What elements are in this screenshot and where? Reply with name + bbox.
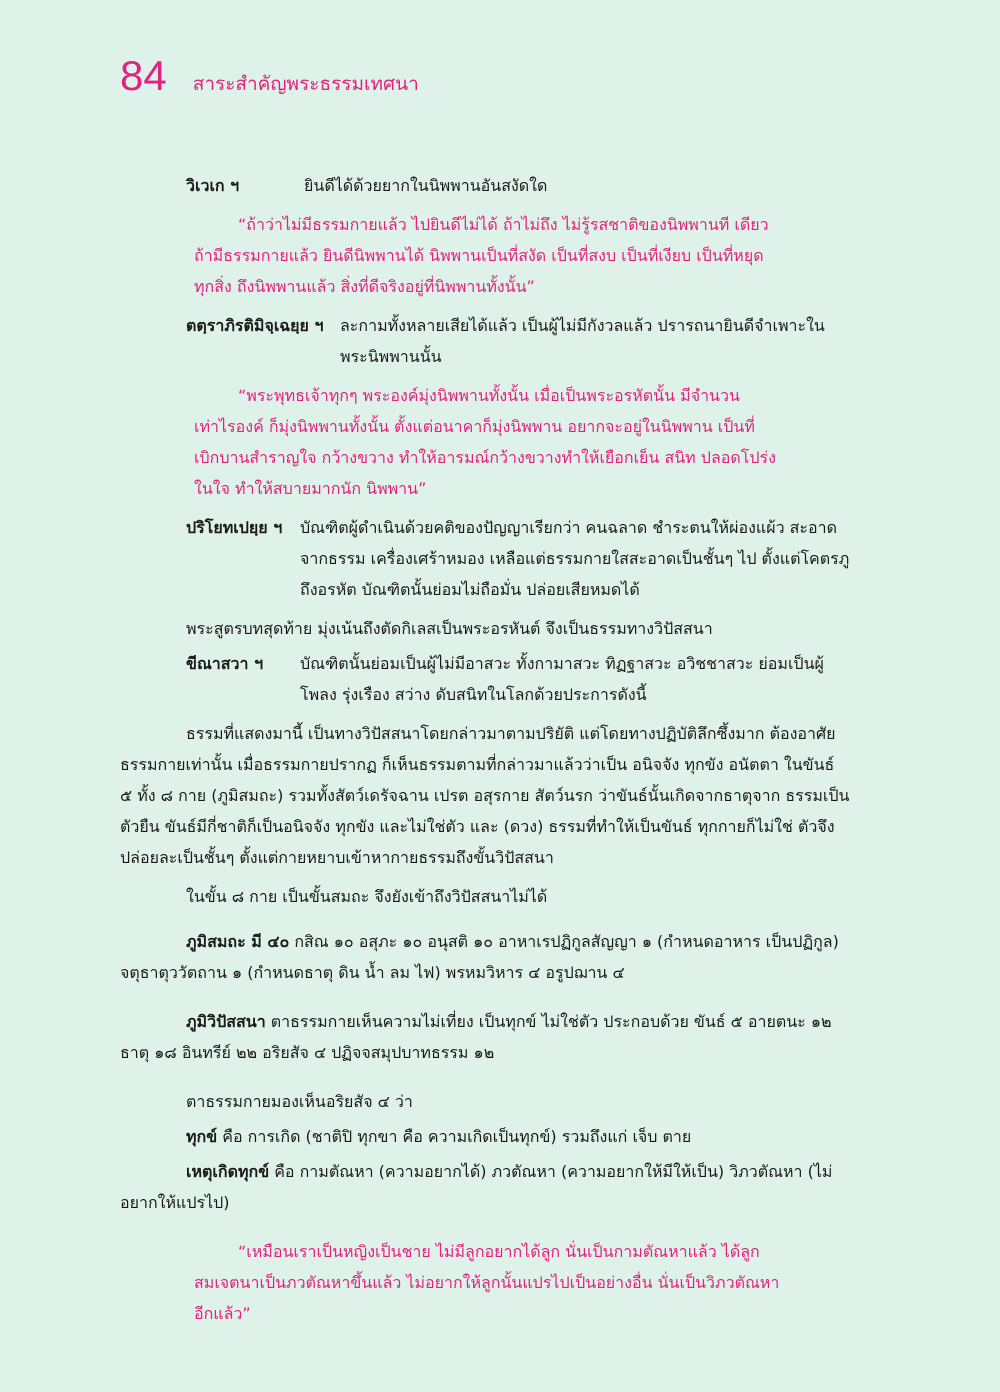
paragraph-text: คือ กามตัณหา (ความอยากได้) ภวตัณหา (ความอยากให้มีให้เป็น) วิภวตัณหา (ไม่อยากให้แปรไป) [120,1162,833,1212]
paragraph-text: กสิณ ๑๐ อสุภะ ๑๐ อนุสติ ๑๐ อาหาเรปฏิกูลสัญญา ๑ (กำหนดอาหาร เป็นปฏิกูล) จตุธาตุววัตถาน ๑ (กำหนดธาตุ ดิน น้ำ ลม ไฟ) พรหมวิหาร ๔ อรูปฌาน ๔ [120,932,839,982]
book-title: สาระสำคัญพระธรรมเทศนา [192,73,419,95]
entry-term: วิเวเก ฯ [186,176,240,195]
bold-term: ทุกข์ [186,1127,218,1146]
bold-term: ภูมิสมถะ มี ๔๐ [186,932,290,951]
page-header [120,52,419,100]
quote-block: “เหมือนเราเป็นหญิงเป็นชาย ไม่มีลูกอยากได้ลูก นั่นเป็นกามตัณหาแล้ว ได้ลูก สมเจตนาเป็นภวตัณหาขึ้นแล้ว ไม่อยากให้ลูกนั้นแปรไปเป็นอย่างอื่น นั่นเป็นวิภวตัณหาอีกแล้ว” [194,1242,780,1323]
entry-viveka [186,170,850,201]
paragraph-samudaya [120,1156,850,1218]
paragraph-samatha [120,926,850,988]
bold-term: เหตุเกิดทุกข์ [186,1162,270,1181]
paragraph-body: ธรรมที่แสดงมานี้ เป็นทางวิปัสสนาโดยกล่าวมาตามปริยัติ แต่โดยทางปฏิบัติลึกซึ้งมาก ต้องอาศัยธรรมกายเท่านั้น เมื่อธรรมกายปรากฏ ก็เห็นธรรมตามที่กล่าวมาแล้วว่าเป็น อนิจจัง ทุกขัง อนัตตา ในขันธ์ ๕ ทั้ง ๘ กาย (ภูมิสมถะ) รวมทั้งสัตว์เดรัจฉาน เปรต อสุรกาย สัตว์นรก ว่าขันธ์นั้นเกิดจากธาตุจาก ธรรมเป็นตัวยืน ขันธ์มีกี่ชาติก็เป็นอนิจจัง ทุกขัง และไม่ใช่ตัว และ (ดวง) ธรรมที่ทำให้เป็นขันธ์ ทุกกายก็ไม่ใช่ ตัวจึงปล่อยละเป็นชั้นๆ ตั้งแต่กายหยาบเข้าหากายธรรมถึงขั้นวิปัสสนา [120,724,850,867]
entry-term: ปริโยทเปยฺย ฯ [186,518,283,537]
entry-definition: บัณฑิตนั้นย่อมเป็นผู้ไม่มีอาสวะ ทั้งกามาสวะ ทิฏฐาสวะ อวิชชาสวะ ย่อมเป็นผู้โพลง รุ่งเรือง สว่าง ดับสนิทในโลกด้วยประการดังนี้ [300,654,824,704]
page-number: 84 [120,52,167,99]
paragraph-sutta-end: พระสูตรบทสุดท้าย มุ่งเน้นถึงตัดกิเลสเป็นพระอรหันต์ จึงเป็นธรรมทางวิปัสสนา [186,619,713,638]
paragraph-vipassana [120,1006,850,1068]
quote-block: “ถ้าว่าไม่มีธรรมกายแล้ว ไปยินดีไม่ได้ ถ้าไม่ถึง ไม่รู้รสชาติของนิพพานที เดียว ถ้ามีธรรมกายแล้ว ยินดีนิพพานได้ นิพพานเป็นที่สงัด เป็นที่สงบ เป็นที่เงียบ เป็นที่หยุดทุกสิ่ง ถึงนิพพานแล้ว สิ่งที่ดีจริงอยู่ที่นิพพานทั้งนั้น” [194,215,769,296]
paragraph-dukkha [186,1121,850,1152]
entry-tatra [186,310,850,372]
paragraph-text: คือ การเกิด (ชาติปิ ทุกขา คือ ความเกิดเป็นทุกข์) รวมถึงแก่ เจ็บ ตาย [217,1127,692,1146]
paragraph-text: ตาธรรมกายเห็นความไม่เที่ยง เป็นทุกข์ ไม่ใช่ตัว ประกอบด้วย ขันธ์ ๕ อายตนะ ๑๒ ธาตุ ๑๘ อินทรีย์ ๒๒ อริยสัจ ๔ ปฏิจจสมุปบาทธรรม ๑๒ [120,1012,832,1062]
page-content [120,170,850,1337]
bold-term: ภูมิวิปัสสนา [186,1012,266,1031]
entry-khina [186,648,850,710]
entry-term: ตตฺราภิรติมิจฺเฉยฺย ฯ [186,316,324,335]
entry-definition: ยินดีได้ด้วยยากในนิพพานอันสงัดใด [304,176,548,195]
paragraph-body: ตาธรรมกายมองเห็นอริยสัจ ๔ ว่า [186,1092,413,1111]
paragraph-body: ในขั้น ๘ กาย เป็นขั้นสมถะ จึงยังเข้าถึงวิปัสสนาไม่ได้ [186,887,548,906]
entry-term: ขีณาสวา ฯ [186,654,264,673]
quote-block: “พระพุทธเจ้าทุกๆ พระองค์มุ่งนิพพานทั้งนั้น เมื่อเป็นพระอรหัตนั้น มีจำนวนเท่าไรองค์ ก็มุ่งนิพพานทั้งนั้น ตั้งแต่อนาคาก็มุ่งนิพพาน อยากจะอยู่ในนิพพาน เป็นที่เบิกบานสำราญใจ กว้างขวาง ทำให้อารมณ์กว้างขวางทำให้เยือกเย็น สนิท ปลอดโปร่งในใจ ทำให้สบายมากนัก นิพพาน” [194,386,776,498]
entry-pariyo [186,512,850,605]
entry-definition: บัณฑิตผู้ดำเนินด้วยคติของปัญญาเรียกว่า คนฉลาด ชำระตนให้ผ่องแผ้ว สะอาด จากธรรม เครื่องเศร้าหมอง เหลือแต่ธรรมกายใสสะอาดเป็นชั้นๆ ไป ตั้งแต่โคตรภู ถึงอรหัต บัณฑิตนั้นย่อมไม่ถือมั่น ปล่อยเสียหมดได้ [300,518,850,599]
entry-definition: ละกามทั้งหลายเสียได้แล้ว เป็นผู้ไม่มีกังวลแล้ว ปรารถนายินดีจำเพาะในพระนิพพานนั้น [340,316,825,366]
